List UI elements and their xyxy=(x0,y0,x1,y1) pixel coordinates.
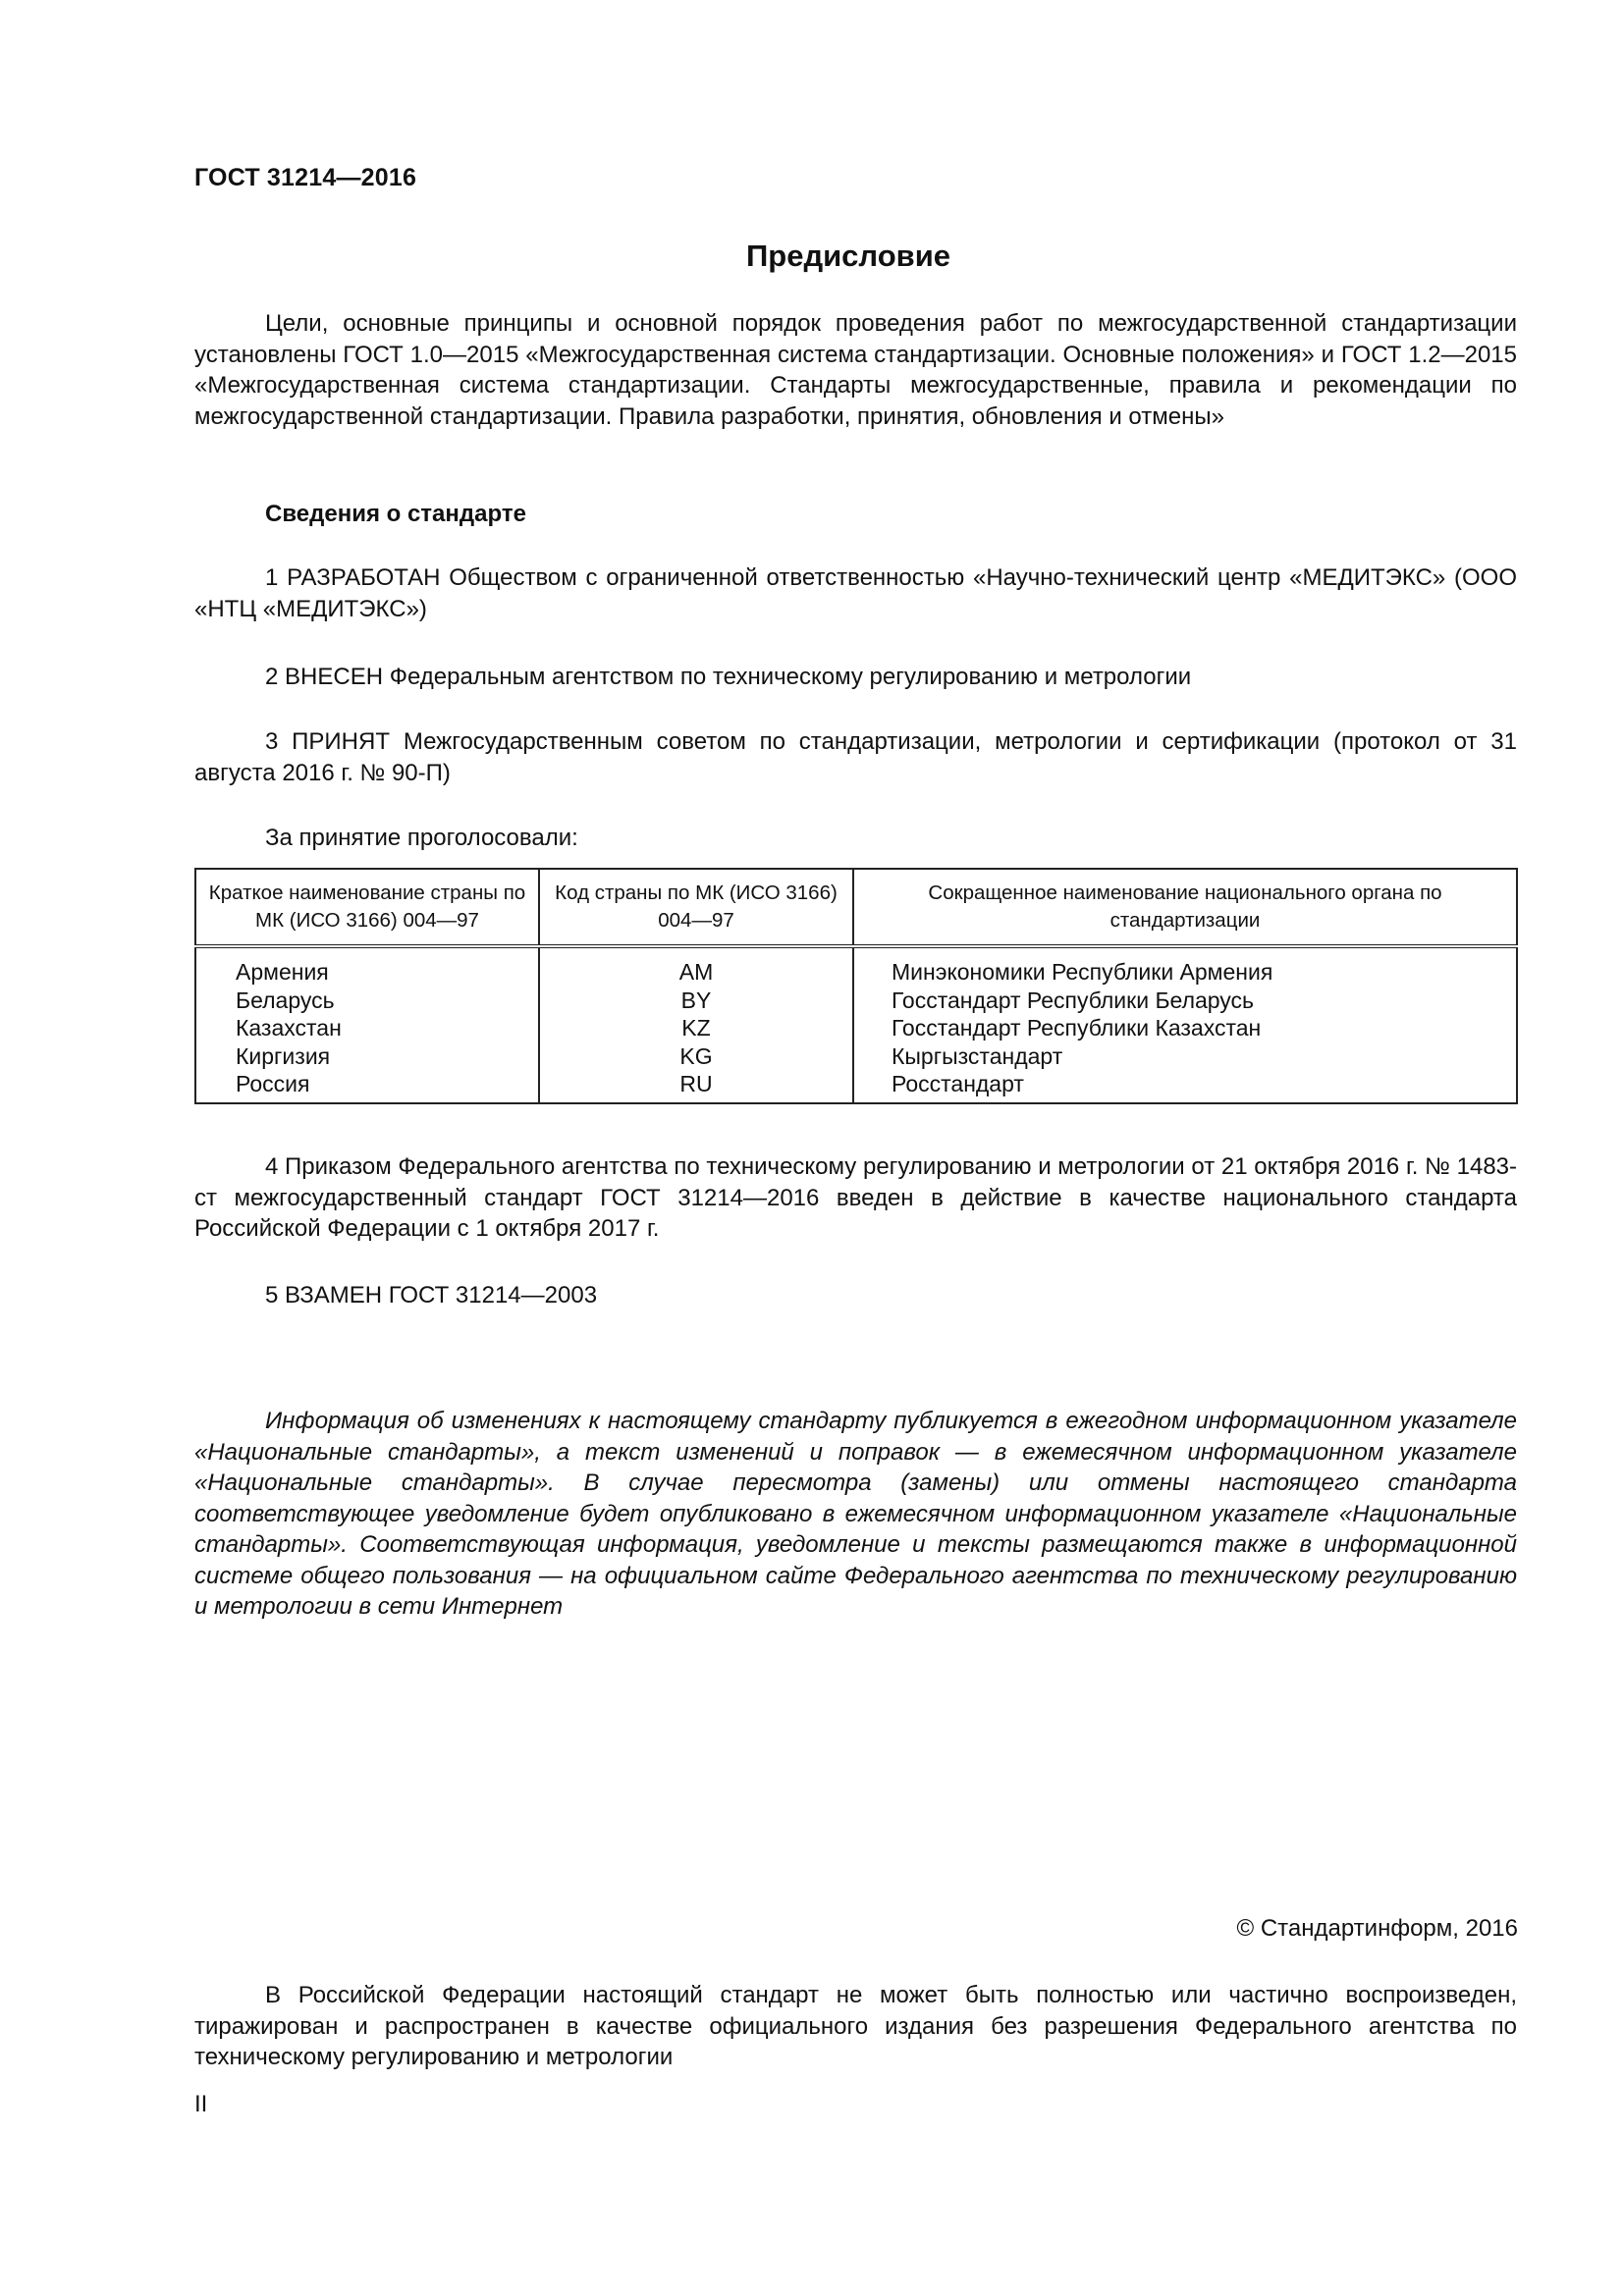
voted-label: За принятие проголосовали: xyxy=(265,825,578,851)
country-name: Беларусь xyxy=(195,987,539,1015)
country-name: Армения xyxy=(195,946,539,987)
page-number: II xyxy=(194,2091,208,2117)
header-standards-body: Сокращенное наименование национального органа по стандартизации xyxy=(853,869,1517,946)
item-enactment-order: 4 Приказом Федерального агентства по техническому регулированию и метрологии от 21 октября 2016 г. № 1483-ст межгосударственный стандарт ГОСТ 31214—2016 введен в действие в качестве национального стандарта Российской Федерации с 1 октября 2017 г. xyxy=(194,1153,1517,1242)
intro-paragraph: Цели, основные принципы и основной порядок проведения работ по межгосударственной стандартизации установлены ГОСТ 1.0—2015 «Межгосударственная система стандартизации. Основные положения» и ГОСТ 1.2—2015 «Межгосударственная система стандартизации. Стандарты межгосударственные, правила и рекомендации по межгосударственной стандартизации. Правила разработки, принятия, обновления и отмены» xyxy=(194,310,1517,430)
table-row xyxy=(195,1042,1517,1071)
table-row xyxy=(195,1070,1517,1103)
changes-info-paragraph: Информация об изменениях к настоящему стандарту публикуется в ежегодном информационном указателе «Национальные стандарты», а текст изменений и поправок — в ежемесячном информационном указателе «Национальные стандарты». В случае пересмотра (замены) или отмены настоящего стандарта соответствующее уведомление будет опубликовано в ежемесячном информационном указателе «Национальные стандарты». Соответствующая информация, уведомление и тексты размещаются также в информационной системе общего пользования — на официальном сайте Федерального агентства по техническому регулированию и метрологии в сети Интернет xyxy=(194,1408,1517,1620)
table-row xyxy=(195,1014,1517,1042)
document-code: ГОСТ 31214—2016 xyxy=(194,164,417,191)
table-row xyxy=(195,987,1517,1015)
country-code: BY xyxy=(539,987,853,1015)
country-name: Россия xyxy=(195,1070,539,1103)
header-country-name: Краткое наименование страны по МК (ИСО 3166) 004—97 xyxy=(195,869,539,946)
country-name: Казахстан xyxy=(195,1014,539,1042)
standard-info-heading: Сведения о стандарте xyxy=(265,501,526,527)
table-row xyxy=(195,946,1517,987)
standards-body: Росстандарт xyxy=(853,1070,1517,1103)
standards-body: Кыргызстандарт xyxy=(853,1042,1517,1071)
standards-body: Госстандарт Республики Казахстан xyxy=(853,1014,1517,1042)
copyright-notice: © Стандартинформ, 2016 xyxy=(1236,1915,1518,1942)
standards-body: Минэкономики Республики Армения xyxy=(853,946,1517,987)
table-header-row xyxy=(195,869,1517,946)
country-code: KG xyxy=(539,1042,853,1071)
item-adopted: 3 ПРИНЯТ Межгосударственным советом по стандартизации, метрологии и сертификации (протокол от 31 августа 2016 г. № 90-П) xyxy=(194,728,1517,786)
item-submitted: 2 ВНЕСЕН Федеральным агентством по техническому регулированию и метрологии xyxy=(265,664,1192,690)
country-code: KZ xyxy=(539,1014,853,1042)
reproduction-notice: В Российской Федерации настоящий стандарт не может быть полностью или частично воспроизведен, тиражирован и распространен в качестве официального издания без разрешения Федерального агентства по техническому регулированию и метрологии xyxy=(194,1982,1517,2070)
voting-countries-table xyxy=(194,868,1518,1104)
standards-body: Госстандарт Республики Беларусь xyxy=(853,987,1517,1015)
country-code: AM xyxy=(539,946,853,987)
item-replaces: 5 ВЗАМЕН ГОСТ 31214—2003 xyxy=(265,1282,598,1308)
item-developed: 1 РАЗРАБОТАН Обществом с ограниченной ответственностью «Научно-технический центр «МЕДИТЭКС» (ООО «НТЦ «МЕДИТЭКС») xyxy=(194,564,1517,622)
country-name: Киргизия xyxy=(195,1042,539,1071)
page-title: Предисловие xyxy=(745,239,950,273)
header-country-code: Код страны по МК (ИСО 3166) 004—97 xyxy=(539,869,853,946)
country-code: RU xyxy=(539,1070,853,1103)
